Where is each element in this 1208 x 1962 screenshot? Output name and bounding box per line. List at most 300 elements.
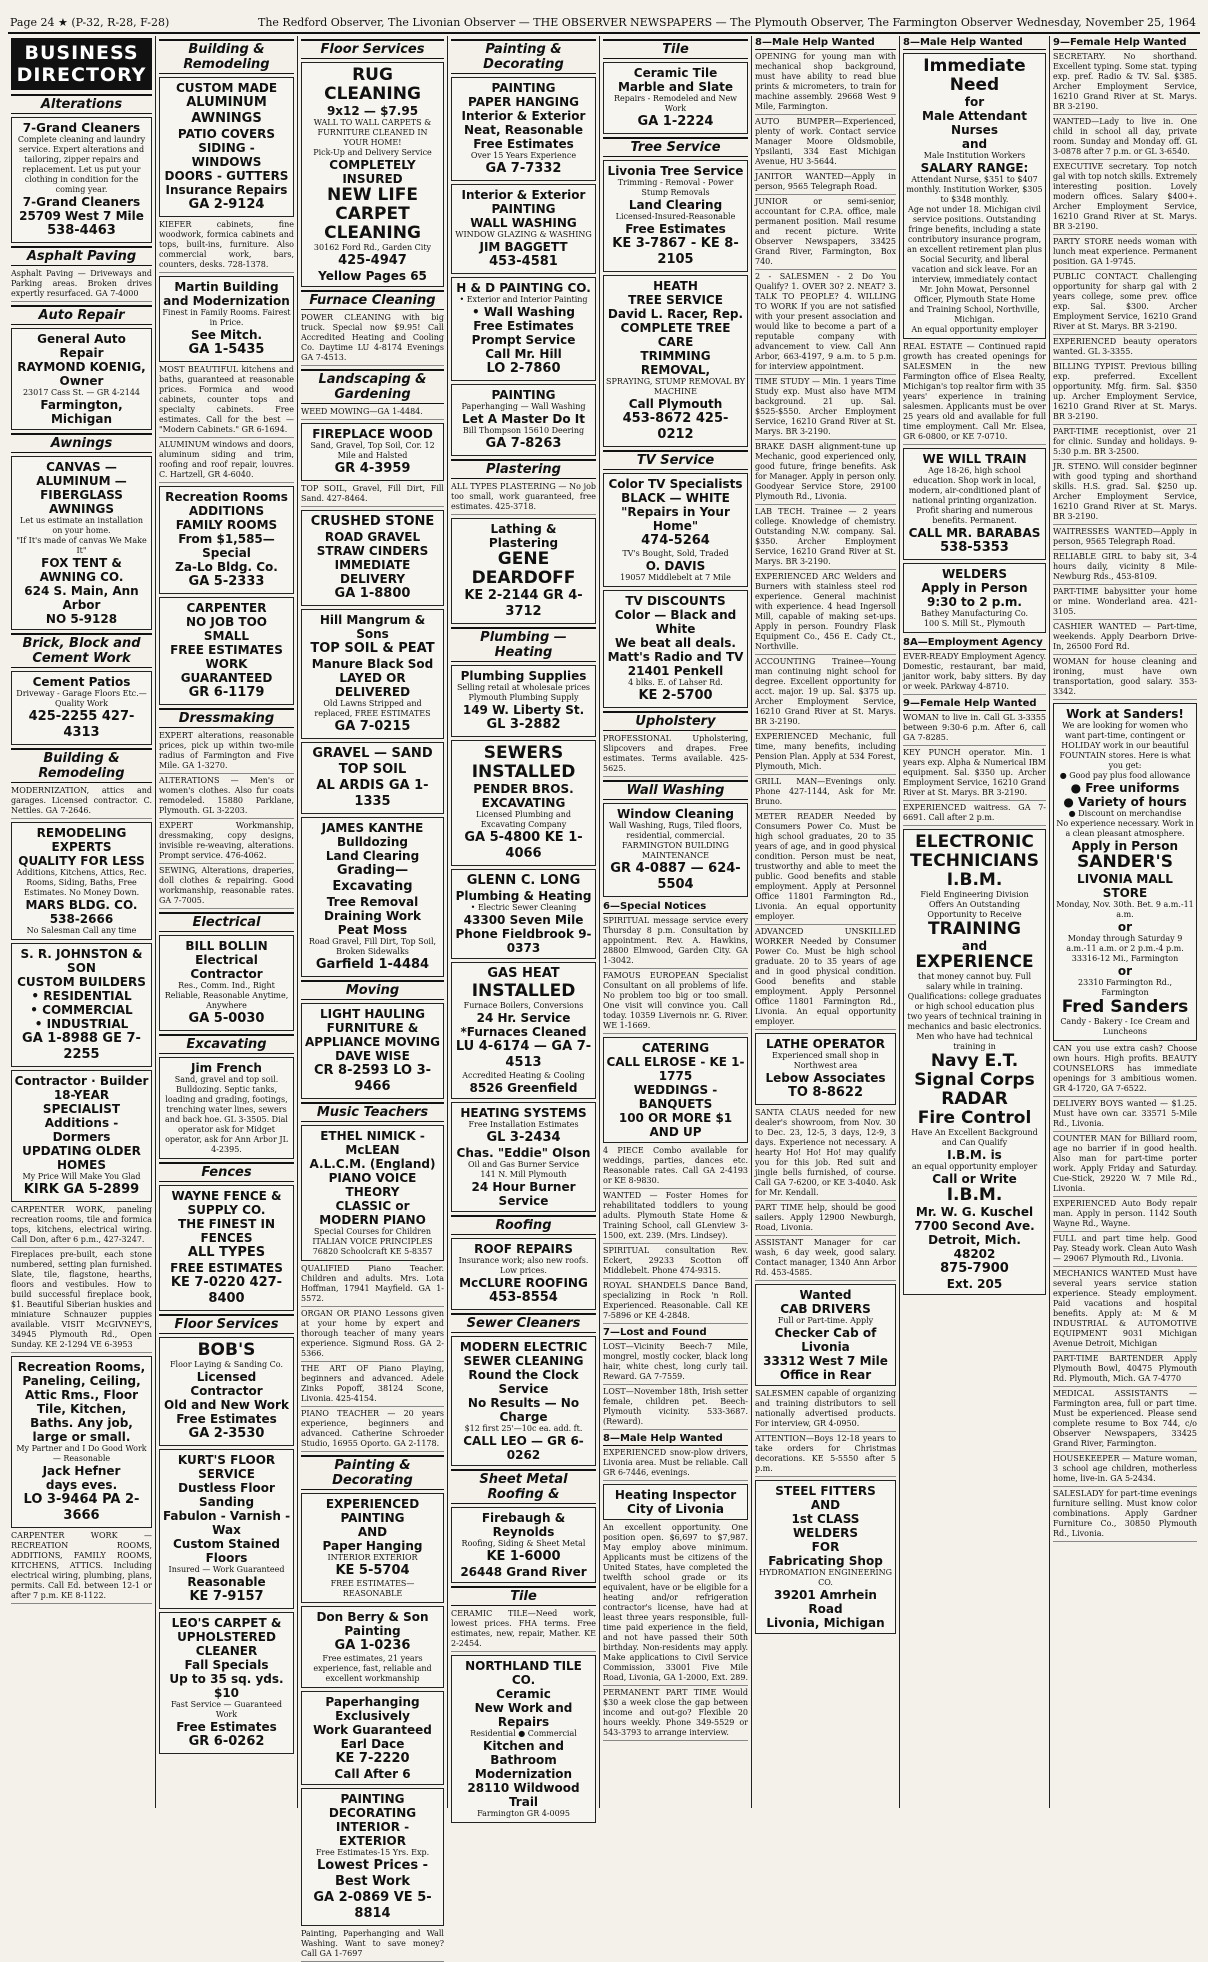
classified-ad: CASHIER WANTED — Part-time, weekends. Apply Dearborn Drive-In, 26500 Ford Rd. xyxy=(1053,622,1197,655)
classified-ad: GRILL MAN—Evenings only. Phone 427-1144, Ask for Mr. Bruno. xyxy=(755,777,896,810)
ad-line: Apply in Person xyxy=(1071,839,1179,853)
ad-line: CRUSHED STONE xyxy=(310,514,435,529)
classified-ad: MOST BEAUTIFUL kitchens and baths, guaranteed at reasonable prices. Formica and wood cabinets, counter tops and specialty cabinets. Free estimates. Call for the best — "Modern Cabinets." GR 6-1694. xyxy=(159,365,294,438)
ad-line: CALL ELROSE - KE 1-1775 xyxy=(606,1055,745,1083)
ad-line: 76820 Schoolcraft KE 5-8357 xyxy=(312,1247,433,1256)
ad-line: Ceramic xyxy=(496,1687,551,1701)
classified-ad: EXPERIENCED waitress. GA 7-6691. Call after 2 p.m. xyxy=(903,803,1046,826)
classified-ad: COUNTER MAN for Billiard room, age no barrier if in good health. Also man for part-time porter work. Apply Friday and Saturday. Cue-Stick, 29220 W. 7 Mile Rd., Livonia. xyxy=(1053,1134,1197,1197)
display-ad xyxy=(301,1493,444,1603)
ad-line: Checker Cab of Livonia xyxy=(774,1326,877,1354)
ad-line: Garfield 1-4484 xyxy=(315,957,430,972)
ad-line: 9x12 — $7.95 xyxy=(326,104,419,118)
ad-line: Cement Patios xyxy=(32,675,131,689)
ad-line: CLASSIC or MODERN PIANO xyxy=(319,1199,426,1227)
display-ad xyxy=(603,473,748,587)
classified-ad: EXPERIENCED ARC Welders and Burners with stainless steel rod experience. General machinist with experience. 4 head Ingersoll Mill, capable of making set-ups. Apply in person. Foundry Flask Equipment Co., 456 E. Cady Ct., Northville. xyxy=(755,572,896,655)
ad-line: Dustless Floor Sanding xyxy=(178,1481,275,1509)
classified-ad: PART-TIME receptionist, over 21 for clinic. Sunday and holidays. 9-5:30 p.m. BR 3-2500. xyxy=(1053,427,1197,460)
ad-line: ELECTRONIC xyxy=(915,832,1034,852)
ad-line: Trimming - Removal - Power Stump Removals xyxy=(617,178,734,197)
section-header: Building & Remodeling xyxy=(159,39,294,74)
ad-line: Additions, Kitchens, Attics, Rec. Rooms, Siding, Baths, Free Estimates. No Money Down. xyxy=(16,868,147,897)
ad-line: Interior & Exterior xyxy=(461,188,586,202)
section-header: 9—Female Help Wanted xyxy=(903,697,1046,711)
ad-line: 18-YEAR SPECIALIST xyxy=(42,1088,121,1116)
display-ad xyxy=(903,829,1046,1295)
ad-line: Land Clearing xyxy=(628,198,723,212)
display-ad xyxy=(451,1238,596,1310)
ad-line: GA 2-0869 VE 5-8814 xyxy=(313,1890,432,1921)
ad-line: Ceramic Tile xyxy=(633,66,718,80)
classified-ad: 2 - SALESMEN - 2 Do You Qualify? 1. OVER 30? 2. NEAT? 3. TALK TO PEOPLE? 4. WILLING TO WORK If you are not satisfied with your present association and would like to become a part of a reputable company with advancement to view. Call Ann Arbor, 663-4197, 9 a.m. to 5 p.m. for interview appointment. xyxy=(755,272,896,375)
ad-line: TV DISCOUNTS xyxy=(625,594,726,608)
classified-ad: SALESMEN capable of organizing and training distributors to sell nationally advertised products. For interview, GR 4-0950. xyxy=(755,1389,896,1432)
ad-line: Bathey Manufacturing Co. xyxy=(920,609,1029,618)
ad-line: 26448 Grand River xyxy=(460,1565,587,1579)
ad-line: an equal opportunity employer xyxy=(911,1162,1038,1171)
display-ad xyxy=(903,563,1046,633)
display-ad xyxy=(451,962,596,1099)
ad-line: Color TV Specialists xyxy=(608,477,743,491)
ad-line: Road Gravel, Fill Dirt, Top Soil, Broken Sidewalks xyxy=(308,937,437,956)
display-ad xyxy=(451,184,596,274)
ad-line: and xyxy=(961,939,988,953)
ad-line: Special Courses for Children xyxy=(313,1227,431,1236)
section-header: Awnings xyxy=(11,433,152,453)
ad-line: CR 8-2593 LO 3-9466 xyxy=(313,1063,432,1094)
ad-line: 23310 Farmington Rd., Farmington xyxy=(1078,978,1172,997)
classified-ad: CARPENTER WORK, paneling recreation rooms, tile and formica tops, kitchens, electrical wiring. Call Don, after 6 p.m., 427-3247. xyxy=(11,1205,152,1248)
ad-line: Martin Building and Modernization xyxy=(163,280,290,308)
ad-line: SIDING - WINDOWS xyxy=(191,141,262,169)
ad-line: Plumbing & Heating xyxy=(455,889,592,903)
ad-line: Wanted xyxy=(799,1288,852,1302)
ad-line: GA 2-9124 xyxy=(188,197,265,212)
display-ad xyxy=(159,1057,294,1159)
ad-line: Age 18-26, high school education. Shop work in local, modern, air-conditioned plant of national printing organization. Profit sharing and numerous benefits. Permanent. xyxy=(908,466,1041,525)
ad-line: FOX TENT & AWNING CO. xyxy=(39,556,124,584)
display-ad xyxy=(451,277,596,381)
classified-ad: KEY PUNCH operator. Min. 1 years exp. Alpha & Numerical IBM equipment. Sal. $350 up. Archer Employment Service, 16210 Grand River at St. Marys. BR 3-2190. xyxy=(903,748,1046,801)
masthead xyxy=(8,14,1200,34)
ad-line: CANVAS — ALUMINUM — FIBERGLASS AWNINGS xyxy=(36,460,127,516)
ad-line: Insured — Work Guaranteed xyxy=(168,1565,285,1574)
ad-line: Manure Black Sod xyxy=(311,657,434,671)
ad-line: INSTALLED xyxy=(471,981,576,1001)
ad-line: Plymouth Plumbing Supply xyxy=(468,693,579,702)
ad-line: HYDROMATION ENGINEERING CO. xyxy=(758,1568,893,1587)
ad-line: GR 6-0262 xyxy=(188,1734,265,1749)
ad-line: ROOF REPAIRS xyxy=(474,1242,573,1256)
section-header: Sheet Metal Roofing & xyxy=(451,1469,596,1504)
ad-line: 30162 Ford Rd., Garden City xyxy=(313,243,432,252)
classified-ad: BRAKE DASH alignment-tune up Mechanic, good experienced only, good future, fringe benefits. Ask for Manager. Apply in person only. Goodyear Service Store, 29100 Plymouth Rd., Livonia. xyxy=(755,442,896,505)
ad-line: David L. Racer, Rep. xyxy=(607,307,744,321)
ad-line: TRAINING xyxy=(928,919,1021,939)
section-header: Brick, Block and Cement Work xyxy=(11,633,152,668)
ad-line: • COMMERCIAL xyxy=(30,1003,133,1017)
classified-ad: WOMAN to live in. Call GL 3-3355 between 9:30-6 p.m. After 6, call GA 7-8285. xyxy=(903,713,1046,746)
ad-line: ALUMINUM AWNINGS xyxy=(186,95,267,126)
ad-line: FURNITURE & xyxy=(326,1021,419,1035)
ad-line: Monday, Nov. 30th. Bet. 9 a.m.-11 a.m. xyxy=(1056,900,1194,919)
classified-ad: PART-TIME BARTENDER Apply Plymouth Bowl, 40475 Plymouth Rd. Plymouth, Mich. GA 7-4770 xyxy=(1053,1354,1197,1387)
ad-line: ITALIAN VOICE PRINCIPLES xyxy=(312,1237,433,1246)
ad-line: Have An Excellent Background and Can Qualify xyxy=(911,1128,1038,1147)
ad-line: and xyxy=(961,137,988,151)
ad-line: CARPENTER xyxy=(186,601,267,615)
ad-line: or xyxy=(1117,920,1133,934)
ad-line: 24 Hr. Service xyxy=(476,1011,571,1025)
ad-line: I.B.M. is xyxy=(947,1148,1002,1162)
ad-line: • Electric Sewer Cleaning xyxy=(470,903,577,912)
ad-line: No experience necessary. Work in a clean pleasant atmosphere. xyxy=(1056,819,1194,838)
ad-line: Yellow Pages 65 xyxy=(318,269,427,283)
section-header: 7—Lost and Found xyxy=(603,1326,748,1340)
ad-line: Reasonable xyxy=(187,1575,266,1589)
classified-ad: LOST—November 18th, Irish setter female, children pet. Beech-Plymouth vicinity. 533-3687. (Reward). xyxy=(603,1387,748,1430)
ad-line: Licensed-Insured-Reasonable xyxy=(615,212,736,221)
ad-line: GL 3-2434 xyxy=(486,1130,561,1145)
ad-line: GA 1-8800 xyxy=(334,586,411,601)
ad-line: Attendant Nurse, $351 to $407 monthly. Institution Worker, $305 to $348 monthly. xyxy=(906,175,1043,204)
ad-line: Selling retail at wholesale prices xyxy=(456,683,591,692)
ad-line: Old and New Work xyxy=(164,1398,289,1412)
ad-line: ● Free uniforms xyxy=(1070,781,1180,795)
ad-line: TO 8-8622 xyxy=(787,1085,864,1100)
issue-date: Wednesday, November 25, 1964 xyxy=(1016,16,1196,29)
ad-line: "If It's made of canvas We Make It" xyxy=(16,536,147,555)
display-ad xyxy=(301,817,444,977)
ad-line: 21401 Penkell xyxy=(627,664,724,678)
ad-line: or xyxy=(1117,964,1133,978)
ad-line: GA 7-0215 xyxy=(334,719,411,734)
ad-line: GA 1-8988 GE 7-2255 xyxy=(22,1031,141,1062)
ad-line: MARS BLDG. CO. 538-2666 xyxy=(25,898,138,926)
ad-line: SANDER'S xyxy=(1077,852,1173,872)
ad-line: GA 2-3530 xyxy=(188,1426,265,1441)
section-header: Floor Services xyxy=(301,39,444,59)
classified-ad: METER READER Needed by Consumers Power Co. Must be high school graduates, 20 to 35 years of age, and in good physical condition. Person must be neat, trustworthy and able to meet the public. Good benefits and stable employment. Apply at Personnel Office 11801 Farmington Rd., Livonia. An equal opportunity employer. xyxy=(755,812,896,925)
ad-line: Let A Master Do It xyxy=(462,412,585,426)
display-ad xyxy=(603,62,748,134)
display-ad xyxy=(451,1507,596,1583)
ad-line: Window Cleaning xyxy=(617,807,734,821)
ad-line: 24 Hour Burner Service xyxy=(471,1180,576,1208)
ad-line: Call Plymouth xyxy=(628,397,723,411)
ad-line: MODERN ELECTRIC xyxy=(459,1340,588,1354)
ad-line: Fire Control xyxy=(917,1108,1032,1128)
ad-line: 425-2255 427-4313 xyxy=(28,709,135,740)
classified-ad: Asphalt Paving — Driveways and Parking areas. Broken drives expertly resurfaced. GA 7-4000 xyxy=(11,269,152,302)
classified-ad: MODERNIZATION, attics and garages. Licensed contractor. C. Nettles. GA 7-2646. xyxy=(11,786,152,819)
display-ad xyxy=(159,1449,294,1609)
classified-ad: EVER-READY Employment Agency. Domestic, restaurant, bar maid, janitor work, baby sitters. By day or week. PArkway 4-8710. xyxy=(903,652,1046,695)
section-header: Furnace Cleaning xyxy=(301,290,444,310)
ad-line: SEWER CLEANING xyxy=(463,1354,584,1368)
classified-ad: DELIVERY BOYS wanted — $1.25. Must have own car. 33571 5-Mile Rd., Livonia. xyxy=(1053,1099,1197,1132)
classified-ad: BILLING TYPIST. Previous billing exp. preferred. Excellent opportunity. Mfg. firm. Sal. $350 up. Archer Employment Service, 16210 Grand River at St. Marys. BR 3-2190. xyxy=(1053,362,1197,425)
ad-line: Complete cleaning and laundry service. Expert alterations and tailoring, zipper repairs and replacement. Let us put your clothing in condition for the coming year. xyxy=(17,135,146,194)
ad-line: 453-4581 xyxy=(489,254,558,269)
display-ad xyxy=(301,1125,444,1261)
ad-line: Hill Mangrum & Sons xyxy=(319,613,426,641)
ad-line: Chas. "Eddie" Olson xyxy=(456,1146,591,1160)
ad-line: Za-Lo Bldg. Co. xyxy=(175,560,278,574)
ad-line: WAYNE FENCE & SUPPLY CO. xyxy=(171,1189,282,1217)
ad-line: 453-8554 xyxy=(489,1290,558,1305)
ad-line: BILL BOLLIN xyxy=(185,939,268,953)
ad-line: Round the Clock Service xyxy=(468,1368,579,1396)
display-ad xyxy=(301,1606,444,1688)
ad-line: PAINTING xyxy=(340,1511,405,1525)
ad-line: CUSTOM MADE xyxy=(175,81,278,95)
classified-ad: CARPENTER WORK — RECREATION ROOMS, ADDITIONS, FAMILY ROOMS, KITCHENS, ATTICS. Including electrical wiring, plumbing, plans, permits. Call Ed. between 12-1 or after 7 p.m. KE 8-1122. xyxy=(11,1531,152,1604)
display-ad xyxy=(159,276,294,362)
display-ad xyxy=(603,803,748,897)
ad-line: INTERIOR EXTERIOR xyxy=(327,1553,418,1562)
ad-line: CATERING xyxy=(641,1041,710,1055)
classified-ad: POWER CLEANING with big truck. Special now $9.95! Call Accredited Heating and Cooling Co. Daytime LU 4-8174 Evenings GA 7-4513. xyxy=(301,313,444,366)
ad-line: See Mitch. xyxy=(190,328,263,342)
ad-line: CUSTOM BUILDERS xyxy=(17,975,146,989)
ad-line: ● Discount on merchandise xyxy=(1068,809,1182,818)
ad-line: Pick-Up and Delivery Service xyxy=(313,148,432,157)
classified-ad: ATTENTION—Boys 12-18 years to take orders for Christmas decorations. KE 5-5550 after 5 p.m. xyxy=(755,1434,896,1477)
section-header: Music Teachers xyxy=(301,1102,444,1122)
display-ad xyxy=(603,590,748,708)
ad-line: Bulldozing xyxy=(337,835,408,849)
display-ad xyxy=(11,117,152,243)
ad-line: Over 15 Years Experience xyxy=(470,151,577,160)
column-5 xyxy=(600,36,752,1808)
ad-line: Sand, gravel and top soil. Bulldozing. Septic tanks, loading and grading, footings, trenching water lines, sewers and back hoe. GL 3-3505. Dial operator ask for Midget operator, ask for Ann Arbor JL 4-2395. xyxy=(165,1075,288,1154)
ad-line: Neat, Reasonable xyxy=(463,123,584,137)
ad-line: JIM BAGGETT xyxy=(479,240,568,254)
ad-line: Free Estimates-15 Yrs. Exp. xyxy=(315,1848,430,1857)
display-ad xyxy=(301,62,444,287)
ad-line: FOR xyxy=(811,1540,840,1554)
ad-line: 149 W. Liberty St. xyxy=(462,703,585,717)
section-header: Building & Remodeling xyxy=(11,748,152,783)
ad-line: 28110 Wildwood Trail xyxy=(467,1781,580,1809)
classified-ad: FAMOUS EUROPEAN Specialist Consultant on all problems of life. No problem too big or too small. One visit will convince you. Call today. 10359 Livernois nr. G. River. WE 1-1669. xyxy=(603,971,748,1034)
display-ad xyxy=(451,518,596,624)
ad-line: Draining Work xyxy=(323,909,421,923)
ad-line: Ext. 205 xyxy=(946,1277,1003,1291)
ad-line: Male Attendant Nurses xyxy=(922,109,1027,137)
classified-ad: SPIRITUAL message service every Thursday 8 p.m. Consultation by appointment. Rev. A. Hawkins, 28800 Elmwood, Garden City. GA 1-3042. xyxy=(603,916,748,969)
section-header: Moving xyxy=(301,980,444,1000)
section-header: Electrical xyxy=(159,912,294,932)
ad-line: PAINTING xyxy=(340,1792,405,1806)
ad-line: EXPERIENCED xyxy=(325,1497,420,1511)
section-header: Auto Repair xyxy=(11,305,152,325)
ad-line: GA 7-7332 xyxy=(485,161,562,176)
ad-line: Age not under 18. Michigan civil service positions. Outstanding fringe benefits, including a state contributory insurance program, an excellent retirement plan plus Social Security, and liberal vacation and sick leave. For an interview, immediately contact Mr. John Mowat, Personnel Officer, Plymouth State Home and Training School, Northville, Michigan. xyxy=(907,205,1042,324)
ad-line: days eves. xyxy=(45,1478,118,1492)
classified-ad: EXPERIENCED snow-plow drivers, Livonia area. Must be reliable. Call GR 6-7446, evenings. xyxy=(603,1448,748,1481)
ad-line: QUALITY FOR LESS xyxy=(18,854,145,868)
business-directory-banner xyxy=(11,38,152,90)
display-ad xyxy=(1053,703,1197,1041)
ad-line: City of Livonia xyxy=(627,1502,724,1516)
ad-line: 538-4463 xyxy=(47,223,116,238)
ad-line: Bill Thompson 15610 Deering xyxy=(462,426,585,435)
ad-line: GRAVEL — SAND xyxy=(312,746,433,761)
ad-line: Apply in Person xyxy=(921,581,1028,595)
ad-line: Furnace Boilers, Conversions xyxy=(463,1001,584,1010)
ad-line: Fall Specials xyxy=(184,1658,269,1672)
classified-ad: ACCOUNTING Trainee—Young man continuing night school for degree. Excellent opportunity for acct. major. 19 up. Sal. $375 up. Archer Employment Service, 16210 Grand River at St. Marys. BR 3-2190. xyxy=(755,657,896,730)
ad-line: Repairs - Remodeled and New Work xyxy=(613,94,738,113)
section-header: Asphalt Paving xyxy=(11,246,152,266)
classified-ad: An excellent opportunity. One position open. $6,697 to $7,987. May employ above minimum. Applicants must be citizens of the United States, have completed the twelfth school grade or its equivalent, have or be eligible for a heating and/or refrigeration contractor's license, have had at least three years responsible, full-time paid experience in the field, and not have passed their 50th birthday. Non-residents may apply. Make applications to Civil Service Commission, 33001 Five Mile Road, Livonia, GA 1-2000, Ext. 289. xyxy=(603,1523,748,1686)
section-header: 8—Male Help Wanted xyxy=(755,36,896,50)
ad-line: 141 N. Mill Plymouth xyxy=(480,1170,567,1179)
ad-line: 39201 Amrhein Road xyxy=(774,1588,877,1616)
ad-line: Don Berry & Son xyxy=(316,1610,429,1624)
ad-line: • Wall Washing xyxy=(472,305,575,319)
ad-line: Old Lawns Stripped and replaced, FREE ESTIMATES xyxy=(314,699,431,718)
ad-line: TREE SERVICE xyxy=(628,293,723,307)
ad-line: KE 3-7867 - KE 8-2105 xyxy=(612,236,739,267)
ad-line: GA 1-2224 xyxy=(637,114,714,129)
classified-ad: MECHANICS WANTED Must have several years service station experience. Steady employment. Paid vacations and hospital benefits. Apply at: M & M INDUSTRIAL & AUTOMOTIVE EQUIPMENT 9031 Michigan Avenue Detroit, Michigan xyxy=(1053,1269,1197,1352)
ad-line: $12 first 25'—10c ea. add. ft. xyxy=(464,1424,583,1433)
ad-line: 23017 Cass St. — GR 4-2144 xyxy=(22,388,141,397)
ad-line: General Auto Repair xyxy=(37,332,126,360)
ad-line: FREE ESTIMATES xyxy=(170,643,283,657)
ad-line: LATHE OPERATOR xyxy=(765,1037,886,1051)
ad-line: GA 5-2333 xyxy=(188,574,265,589)
classified-ad: CERAMIC TILE—Need work, lowest prices. FHA terms. Free estimates, new, repair, Mather. KE 2-2454. xyxy=(451,1609,596,1652)
ad-line: NEW LIFE CARPET CLEANING xyxy=(324,185,421,243)
display-ad xyxy=(451,77,596,181)
ad-line: • Exterior and Interior Painting xyxy=(459,295,588,304)
ad-line: Prompt Service xyxy=(471,333,576,347)
ad-line: DEARDOFF xyxy=(471,568,576,588)
ad-line: 538-5353 xyxy=(940,540,1009,555)
ad-line: Candy - Bakery - Ice Cream and Luncheons xyxy=(1060,1017,1190,1036)
classified-ad: ORGAN OR PIANO Lessons given at your home by expert and thorough teacher of many years experience. Sigmund Ross. GA 2-5366. xyxy=(301,1309,444,1362)
display-ad xyxy=(301,510,444,606)
display-ad xyxy=(451,869,596,959)
ad-line: Office in Rear xyxy=(779,1368,872,1382)
display-ad xyxy=(755,1480,896,1634)
ad-line: PAPER HANGING xyxy=(468,95,579,109)
ad-line: NO JOB TOO SMALL xyxy=(186,615,267,643)
classified-ad: ADVANCED UNSKILLED WORKER Needed by Consumer Power Co. Must be high school graduate. 20 to 35 years of age and in good physical condition. Good benefits and stable employment. Apply Personnel Office 11801 Farmington Rd., Livonia. An equal opportunity employer. xyxy=(755,927,896,1030)
section-header: Tree Service xyxy=(603,137,748,157)
section-header: Tile xyxy=(451,1586,596,1606)
classified-ad: WOMAN for house cleaning and ironing, must have own transportation, good salary. 353-3342. xyxy=(1053,657,1197,700)
display-ad xyxy=(159,597,294,705)
ad-line: BOB'S xyxy=(197,1340,256,1360)
ad-line: KIRK GA 5-2899 xyxy=(23,1182,140,1197)
column-4 xyxy=(448,36,600,1818)
classified-ad: ROYAL SHANDELS Dance Band, specializing in Rock 'n Roll. Experienced. Reasonable. Call KE 7-5896 or KE 4-2848. xyxy=(603,1281,748,1324)
ad-line: ALL TYPES xyxy=(187,1245,266,1260)
ad-line: WALL TO WALL CARPETS & FURNITURE CLEANED IN YOUR HOME! xyxy=(313,118,432,147)
classified-ad: KIEFER cabinets, fine woodwork, formica cabinets and tops, built-ins, furniture. Also commercial work, bars, counters, desks. 728-1378. xyxy=(159,220,294,273)
ad-line: FIREPLACE WOOD xyxy=(312,427,433,441)
ad-line: Contractor · Builder xyxy=(14,1074,149,1088)
ad-line: Earl Dace xyxy=(340,1737,405,1751)
ad-line: Residential ● Commercial xyxy=(470,1729,577,1738)
ad-line: APPLIANCE MOVING xyxy=(305,1035,440,1049)
ad-line: Experienced small shop in Northwest area xyxy=(772,1051,879,1070)
classified-ad: AUTO BUMPER—Experienced, plenty of work. Contact service Manager Moore Oldsmobile, Ypsilanti, 334 East Michigan Avenue, HU 3-5644. xyxy=(755,117,896,170)
ad-line: Field Engineering Division xyxy=(920,890,1029,899)
ad-line: WEDDINGS - BANQUETS xyxy=(633,1083,718,1111)
ad-line: Jack Hefner xyxy=(42,1464,121,1478)
ad-line: McCLURE ROOFING xyxy=(459,1276,588,1290)
ad-line: WORK GUARANTEED xyxy=(180,657,273,685)
ad-line: GR 4-3959 xyxy=(334,461,411,476)
ad-line: Tree Removal xyxy=(326,895,419,909)
ad-line: 25709 West 7 Mile xyxy=(19,209,144,223)
ad-line: WALL WASHING xyxy=(470,216,577,230)
ad-line: Driveway - Garage Floors Etc.—Quality Work xyxy=(16,689,147,708)
ad-line: SPRAYING, STUMP REMOVAL BY MACHINE xyxy=(606,377,746,396)
ad-line: GAS HEAT xyxy=(487,966,560,981)
ad-line: KE 5-5704 xyxy=(335,1563,410,1578)
display-ad xyxy=(451,740,596,866)
ad-line: I.B.M. xyxy=(946,1185,1003,1205)
ad-line: Paper Hanging xyxy=(322,1539,423,1553)
classified-ad: SEWING, Alterations, draperies, doll clothes & repairing. Good workmanship, reasonable rates. GA 7-7005. xyxy=(159,866,294,909)
ad-line: PATIO COVERS xyxy=(177,127,276,141)
classified-ad: CAN you use extra cash? Choose own hours. High profits. BEAUTY COUNSELORS has immediate openings for 3 ambitious women. GR 4-1720, GA 7-6522. xyxy=(1053,1044,1197,1097)
ad-line: 425-4947 xyxy=(338,253,407,268)
classified-ad: EXPERT alterations, reasonable prices, pick up within two-mile radius of Farmington and Five Mile. GA 1-3270. xyxy=(159,731,294,774)
classified-ad: Fireplaces pre-built, each stone numbered, setting plan furnished. Slate, tile, flagstone, hearths, floors and vestibules. How to build successful fireplace book, $1. Beautiful Siberian huskies and miniature Schnauzer puppies available. VISIT McGIVNEY'S, 34945 Plymouth Rd., Open Sunday. KE 2-1294 VE 6-3953 xyxy=(11,1250,152,1353)
ad-line: NO 5-9128 xyxy=(45,612,118,626)
ad-line: INTERIOR - EXTERIOR xyxy=(335,1820,410,1848)
classified-ad: LAB TECH. Trainee — 2 years college. Knowledge of chemistry. Outstanding N.W. company. Sal. $350. Archer Employment Service, 16210 Grand River at St. Marys. BR 3-2190. xyxy=(755,507,896,570)
ad-line: Interior & Exterior xyxy=(461,109,586,123)
ad-line: Recreation Rooms xyxy=(165,490,288,504)
ad-line: IMMEDIATE DELIVERY xyxy=(334,558,411,586)
display-ad xyxy=(903,53,1046,339)
banner-line: BUSINESS xyxy=(24,42,139,64)
classified-ad: ASSISTANT Manager for car wash, 6 day week, good salary. Contact manager, 1340 Ann Arbor Rd. 453-4585. xyxy=(755,1238,896,1281)
ad-line: TECHNICIANS xyxy=(910,851,1039,871)
ad-line: ETHEL NIMICK - McLEAN xyxy=(320,1129,425,1157)
display-ad xyxy=(159,1612,294,1754)
classified-ad: EXPERIENCED Mechanic, full time, many benefits, including Pension Plan. Apply at 534 Forest, Plymouth, Mich. xyxy=(755,732,896,775)
ad-line: Paperhanging — Wall Washing xyxy=(461,402,586,411)
ad-line: INSTALLED xyxy=(471,762,576,782)
columns xyxy=(8,36,1200,1958)
section-header: Plastering xyxy=(451,459,596,479)
classified-ad: WANTED — Foster Homes for rehabilitated toddlers to young adults. Plymouth State Home & Training School, call GLenview 3-1500, ext. 239. (Mrs. Lindsey). xyxy=(603,1191,748,1244)
ad-line: KE 2-5700 xyxy=(638,688,713,703)
ad-line: I.B.M. xyxy=(946,870,1003,890)
ad-line: Wall Washing, Rugs, Tiled floors, residential, commercial. xyxy=(608,821,743,840)
classified-ad: OPENING for young man with mechanical shop background, must have ability to read blue prints & micrometers, to train for machine assembly. 29668 West 9 Mile, Farmington. xyxy=(755,52,896,115)
section-header: Tile xyxy=(603,39,748,59)
display-ad xyxy=(159,1185,294,1311)
display-ad xyxy=(159,77,294,217)
ad-line: 100 OR MORE $1 AND UP xyxy=(618,1111,733,1139)
ad-line: GA 7-8263 xyxy=(485,436,562,451)
ad-line: From $1,585—Special xyxy=(178,532,275,560)
ad-line: AL ARDIS GA 1-1335 xyxy=(316,778,429,809)
ad-line: EXCAVATING xyxy=(481,796,566,810)
